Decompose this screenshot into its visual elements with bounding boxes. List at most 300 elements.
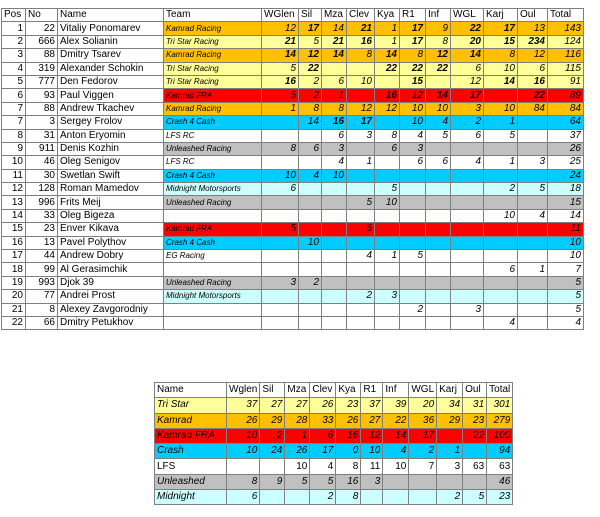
score-cell — [227, 459, 260, 474]
score-cell — [322, 183, 347, 196]
number-cell: 31 — [26, 129, 58, 142]
pos-cell: 9 — [2, 142, 26, 155]
score-cell — [299, 316, 322, 329]
score-cell — [400, 169, 426, 182]
column-header: Total — [548, 9, 584, 22]
score-cell: 5 — [285, 474, 310, 489]
table-row — [155, 474, 513, 489]
driver-results-table — [1, 8, 584, 330]
score-cell: 17 — [347, 116, 375, 129]
score-cell — [347, 169, 375, 182]
column-header: Sil — [260, 383, 285, 398]
score-cell — [426, 316, 451, 329]
team-name-cell: Crash — [155, 444, 227, 459]
column-header: Team — [164, 9, 262, 22]
total-cell: 124 — [548, 35, 584, 48]
score-cell — [484, 290, 518, 303]
score-cell — [409, 490, 437, 505]
score-cell: 5 — [347, 196, 375, 209]
pos-cell: 6 — [2, 89, 26, 102]
column-header: Mza — [322, 9, 347, 22]
score-cell: 1 — [518, 263, 548, 276]
score-cell: 17 — [299, 22, 322, 35]
total-cell: 89 — [548, 89, 584, 102]
score-cell: 5 — [463, 490, 487, 505]
score-cell — [451, 236, 484, 249]
score-cell — [451, 290, 484, 303]
score-cell — [299, 209, 322, 222]
score-cell — [299, 183, 322, 196]
score-cell — [451, 316, 484, 329]
score-cell — [262, 236, 299, 249]
number-cell: 88 — [26, 49, 58, 62]
score-cell: 8 — [426, 35, 451, 48]
driver-name-cell: Dmitry Petukhov — [58, 316, 164, 329]
table-row — [2, 250, 584, 263]
team-cell: Tri Star Racing — [164, 75, 262, 88]
pos-cell: 7 — [2, 116, 26, 129]
total-cell: 301 — [487, 398, 513, 413]
driver-name-cell: Oleg Senigov — [58, 156, 164, 169]
table-row — [2, 35, 584, 48]
column-header: Name — [155, 383, 227, 398]
score-cell: 5 — [299, 35, 322, 48]
driver-results-body — [2, 9, 584, 330]
score-cell — [322, 263, 347, 276]
score-cell: 22 — [451, 22, 484, 35]
score-cell: 14 — [383, 428, 409, 443]
score-cell: 10 — [484, 102, 518, 115]
score-cell: 23 — [463, 413, 487, 428]
table-row — [2, 236, 584, 249]
team-cell: Kamrad FRA — [164, 89, 262, 102]
score-cell: 8 — [400, 49, 426, 62]
score-cell — [426, 263, 451, 276]
score-cell — [426, 276, 451, 289]
score-cell: 6 — [262, 183, 299, 196]
score-cell — [375, 303, 400, 316]
score-cell: 5 — [426, 129, 451, 142]
score-cell: 36 — [409, 413, 437, 428]
score-cell: 6 — [426, 156, 451, 169]
score-cell — [262, 290, 299, 303]
score-cell — [518, 236, 548, 249]
score-cell — [347, 303, 375, 316]
driver-name-cell: Alexander Schokin — [58, 62, 164, 75]
team-cell: LFS RC — [164, 129, 262, 142]
score-cell: 8 — [262, 142, 299, 155]
score-cell: 4 — [383, 444, 409, 459]
score-cell — [518, 142, 548, 155]
column-header: Pos — [2, 9, 26, 22]
driver-name-cell: Roman Mamedov — [58, 183, 164, 196]
score-cell: 3 — [451, 102, 484, 115]
score-cell: 14 — [451, 49, 484, 62]
table-row — [2, 22, 584, 35]
table-row — [155, 459, 513, 474]
column-header: Kya — [336, 383, 361, 398]
score-cell: 8 — [227, 474, 260, 489]
total-cell: 64 — [548, 116, 584, 129]
pos-cell: 15 — [2, 223, 26, 236]
score-cell — [518, 290, 548, 303]
score-cell — [400, 183, 426, 196]
number-cell: 88 — [26, 102, 58, 115]
score-cell: 21 — [262, 35, 299, 48]
score-cell — [347, 183, 375, 196]
team-name-cell: Kamrad — [155, 413, 227, 428]
score-cell: 21 — [322, 35, 347, 48]
score-cell — [400, 290, 426, 303]
score-cell — [322, 276, 347, 289]
score-cell — [322, 209, 347, 222]
total-cell: 11 — [548, 223, 584, 236]
score-cell: 8 — [336, 490, 361, 505]
score-cell — [322, 236, 347, 249]
number-cell: 993 — [26, 276, 58, 289]
team-cell — [164, 209, 262, 222]
score-cell — [322, 223, 347, 236]
number-cell: 33 — [26, 209, 58, 222]
score-cell — [451, 263, 484, 276]
score-cell — [322, 316, 347, 329]
score-cell — [518, 303, 548, 316]
table-row — [2, 116, 584, 129]
score-cell — [299, 196, 322, 209]
number-cell: 77 — [26, 290, 58, 303]
team-cell — [164, 316, 262, 329]
score-cell — [262, 209, 299, 222]
score-cell: 8 — [484, 49, 518, 62]
score-cell: 5 — [262, 62, 299, 75]
score-cell — [451, 169, 484, 182]
score-cell — [299, 156, 322, 169]
table-row — [155, 398, 513, 413]
score-cell — [262, 263, 299, 276]
score-cell: 4 — [299, 169, 322, 182]
score-cell: 2 — [260, 428, 285, 443]
total-cell: 143 — [548, 22, 584, 35]
score-cell: 3 — [322, 142, 347, 155]
total-cell: 84 — [548, 102, 584, 115]
score-cell — [299, 250, 322, 263]
total-cell: 10 — [548, 250, 584, 263]
total-cell: 7 — [548, 263, 584, 276]
score-cell: 1 — [322, 89, 347, 102]
score-cell: 12 — [347, 102, 375, 115]
score-cell: 14 — [375, 49, 400, 62]
score-cell — [451, 276, 484, 289]
score-cell: 14 — [426, 89, 451, 102]
score-cell: 23 — [336, 398, 361, 413]
table-row — [2, 75, 584, 88]
score-cell: 22 — [463, 428, 487, 443]
score-cell — [400, 223, 426, 236]
score-cell — [322, 290, 347, 303]
score-cell: 14 — [322, 22, 347, 35]
score-cell: 27 — [361, 413, 383, 428]
total-cell: 26 — [548, 142, 584, 155]
score-cell: 28 — [285, 413, 310, 428]
score-cell: 22 — [299, 62, 322, 75]
score-cell — [400, 263, 426, 276]
total-cell: 94 — [487, 444, 513, 459]
team-cell: Kamrad FRA — [164, 223, 262, 236]
score-cell: 27 — [260, 398, 285, 413]
score-cell: 2 — [310, 490, 336, 505]
driver-name-cell: Vitaliy Ponomarev — [58, 22, 164, 35]
score-cell: 24 — [260, 444, 285, 459]
driver-name-cell: Andrew Tkachev — [58, 102, 164, 115]
table-row — [2, 196, 584, 209]
score-cell: 22 — [383, 413, 409, 428]
score-cell: 17 — [409, 428, 437, 443]
score-cell: 22 — [518, 89, 548, 102]
driver-name-cell: Enver Kikava — [58, 223, 164, 236]
score-cell: 2 — [400, 303, 426, 316]
number-cell: 911 — [26, 142, 58, 155]
score-cell: 33 — [310, 413, 336, 428]
team-cell: EG Racing — [164, 250, 262, 263]
score-cell: 5 — [518, 183, 548, 196]
score-cell — [322, 250, 347, 263]
score-cell — [484, 169, 518, 182]
score-cell: 2 — [299, 276, 322, 289]
team-cell: Unleashed Racing — [164, 142, 262, 155]
score-cell: 21 — [347, 22, 375, 35]
score-cell: 26 — [310, 398, 336, 413]
score-cell: 10 — [347, 75, 375, 88]
score-cell: 7 — [409, 459, 437, 474]
score-cell: 4 — [347, 250, 375, 263]
number-cell: 44 — [26, 250, 58, 263]
total-cell: 14 — [548, 209, 584, 222]
score-cell: 29 — [260, 413, 285, 428]
total-cell: 100 — [487, 428, 513, 443]
score-cell — [375, 316, 400, 329]
pos-cell: 10 — [2, 156, 26, 169]
score-cell: 6 — [400, 156, 426, 169]
score-cell: 26 — [227, 413, 260, 428]
score-cell: 8 — [375, 129, 400, 142]
total-cell: 10 — [548, 236, 584, 249]
score-cell: 16 — [262, 75, 299, 88]
total-cell: 116 — [548, 49, 584, 62]
score-cell — [347, 62, 375, 75]
score-cell — [347, 263, 375, 276]
score-cell: 22 — [400, 62, 426, 75]
score-cell: 6 — [451, 62, 484, 75]
score-cell — [518, 196, 548, 209]
column-header: WGL — [409, 383, 437, 398]
total-cell: 279 — [487, 413, 513, 428]
score-cell: 6 — [322, 75, 347, 88]
score-cell: 3 — [375, 290, 400, 303]
score-cell: 84 — [518, 102, 548, 115]
driver-name-cell: Anton Eryomin — [58, 129, 164, 142]
number-cell: 46 — [26, 156, 58, 169]
score-cell: 6 — [375, 142, 400, 155]
table-row — [2, 276, 584, 289]
score-cell: 1 — [347, 156, 375, 169]
team-cell: Unleashed Racing — [164, 196, 262, 209]
team-standings-table — [154, 382, 513, 505]
score-cell — [426, 236, 451, 249]
score-cell — [426, 250, 451, 263]
score-cell: 6 — [484, 263, 518, 276]
column-header: Wglen — [227, 383, 260, 398]
table-row — [155, 413, 513, 428]
score-cell: 1 — [437, 444, 463, 459]
column-header: Oul — [518, 9, 548, 22]
score-cell — [437, 428, 463, 443]
score-cell — [426, 209, 451, 222]
score-cell: 10 — [227, 428, 260, 443]
score-cell: 16 — [322, 116, 347, 129]
column-header: Inf — [426, 9, 451, 22]
score-cell — [299, 303, 322, 316]
score-cell — [409, 474, 437, 489]
results-header-row — [2, 9, 584, 22]
table-row — [2, 263, 584, 276]
score-cell: 22 — [426, 62, 451, 75]
score-cell: 3 — [347, 129, 375, 142]
score-cell — [262, 196, 299, 209]
score-cell — [322, 196, 347, 209]
column-header: Kya — [375, 9, 400, 22]
score-cell: 10 — [426, 102, 451, 115]
team-name-cell: Unleashed — [155, 474, 227, 489]
score-cell: 15 — [400, 75, 426, 88]
table-row — [2, 209, 584, 222]
score-cell: 10 — [484, 209, 518, 222]
score-cell — [484, 276, 518, 289]
score-cell — [299, 129, 322, 142]
table-row — [2, 316, 584, 329]
score-cell — [262, 316, 299, 329]
score-cell: 8 — [347, 49, 375, 62]
pos-cell: 12 — [2, 183, 26, 196]
score-cell: 1 — [262, 102, 299, 115]
column-header: Karj — [437, 383, 463, 398]
score-cell: 4 — [426, 116, 451, 129]
score-cell — [322, 62, 347, 75]
score-cell: 3 — [361, 474, 383, 489]
score-cell: 1 — [375, 35, 400, 48]
pos-cell: 2 — [2, 35, 26, 48]
score-cell: 37 — [227, 398, 260, 413]
team-cell: Kamrad Racing — [164, 102, 262, 115]
score-cell: 10 — [285, 459, 310, 474]
score-cell: 12 — [262, 22, 299, 35]
score-cell: 26 — [285, 444, 310, 459]
score-cell — [383, 490, 409, 505]
driver-name-cell: Pavel Polythov — [58, 236, 164, 249]
table-row — [2, 89, 584, 102]
score-cell — [400, 209, 426, 222]
score-cell — [262, 250, 299, 263]
score-cell — [262, 303, 299, 316]
team-cell: Tri Star Racing — [164, 35, 262, 48]
score-cell — [375, 236, 400, 249]
score-cell: 4 — [484, 316, 518, 329]
score-cell: 3 — [262, 276, 299, 289]
table-row — [2, 156, 584, 169]
total-cell: 4 — [548, 316, 584, 329]
score-cell — [375, 169, 400, 182]
team-cell: Tri Star Racing — [164, 62, 262, 75]
score-cell — [299, 290, 322, 303]
score-cell: 5 — [262, 89, 299, 102]
score-cell — [484, 250, 518, 263]
teams-header-row — [155, 383, 513, 398]
score-cell: 10 — [227, 444, 260, 459]
team-cell: Crash 4 Cash — [164, 169, 262, 182]
score-cell — [426, 290, 451, 303]
table-row — [155, 428, 513, 443]
score-cell: 10 — [262, 169, 299, 182]
score-cell — [518, 276, 548, 289]
score-cell: 14 — [299, 116, 322, 129]
table-row — [2, 102, 584, 115]
driver-name-cell: Den Fedorov — [58, 75, 164, 88]
score-cell: 4 — [400, 129, 426, 142]
score-cell — [400, 276, 426, 289]
score-cell: 6 — [322, 129, 347, 142]
score-cell: 22 — [375, 62, 400, 75]
column-header: Clev — [347, 9, 375, 22]
pos-cell: 22 — [2, 316, 26, 329]
driver-name-cell: Djok 39 — [58, 276, 164, 289]
score-cell — [375, 209, 400, 222]
pos-cell: 19 — [2, 276, 26, 289]
driver-name-cell: Andrei Prost — [58, 290, 164, 303]
column-header: Clev — [310, 383, 336, 398]
driver-name-cell: Al Gerasimchik — [58, 263, 164, 276]
score-cell — [426, 183, 451, 196]
driver-name-cell: Paul Viggen — [58, 89, 164, 102]
team-cell: Unleashed Racing — [164, 276, 262, 289]
score-cell: 12 — [375, 102, 400, 115]
score-cell — [383, 474, 409, 489]
score-cell — [484, 236, 518, 249]
score-cell: 10 — [299, 236, 322, 249]
score-cell — [375, 116, 400, 129]
table-row — [2, 129, 584, 142]
score-cell: 17 — [484, 22, 518, 35]
pos-cell: 5 — [2, 75, 26, 88]
score-cell: 12 — [451, 75, 484, 88]
number-cell: 128 — [26, 183, 58, 196]
team-cell: Kamrad Racing — [164, 22, 262, 35]
score-cell: 16 — [336, 474, 361, 489]
pos-cell: 14 — [2, 209, 26, 222]
pos-cell: 7 — [2, 102, 26, 115]
score-cell — [484, 223, 518, 236]
score-cell — [484, 196, 518, 209]
score-cell: 10 — [361, 444, 383, 459]
score-cell: 5 — [400, 250, 426, 263]
score-cell: 8 — [322, 102, 347, 115]
score-cell — [426, 169, 451, 182]
score-cell: 12 — [518, 49, 548, 62]
column-header: R1 — [361, 383, 383, 398]
score-cell: 17 — [310, 444, 336, 459]
score-cell: 3 — [518, 156, 548, 169]
score-cell: 1 — [484, 116, 518, 129]
score-cell: 11 — [361, 459, 383, 474]
driver-name-cell: Alexey Zavgorodniy — [58, 303, 164, 316]
